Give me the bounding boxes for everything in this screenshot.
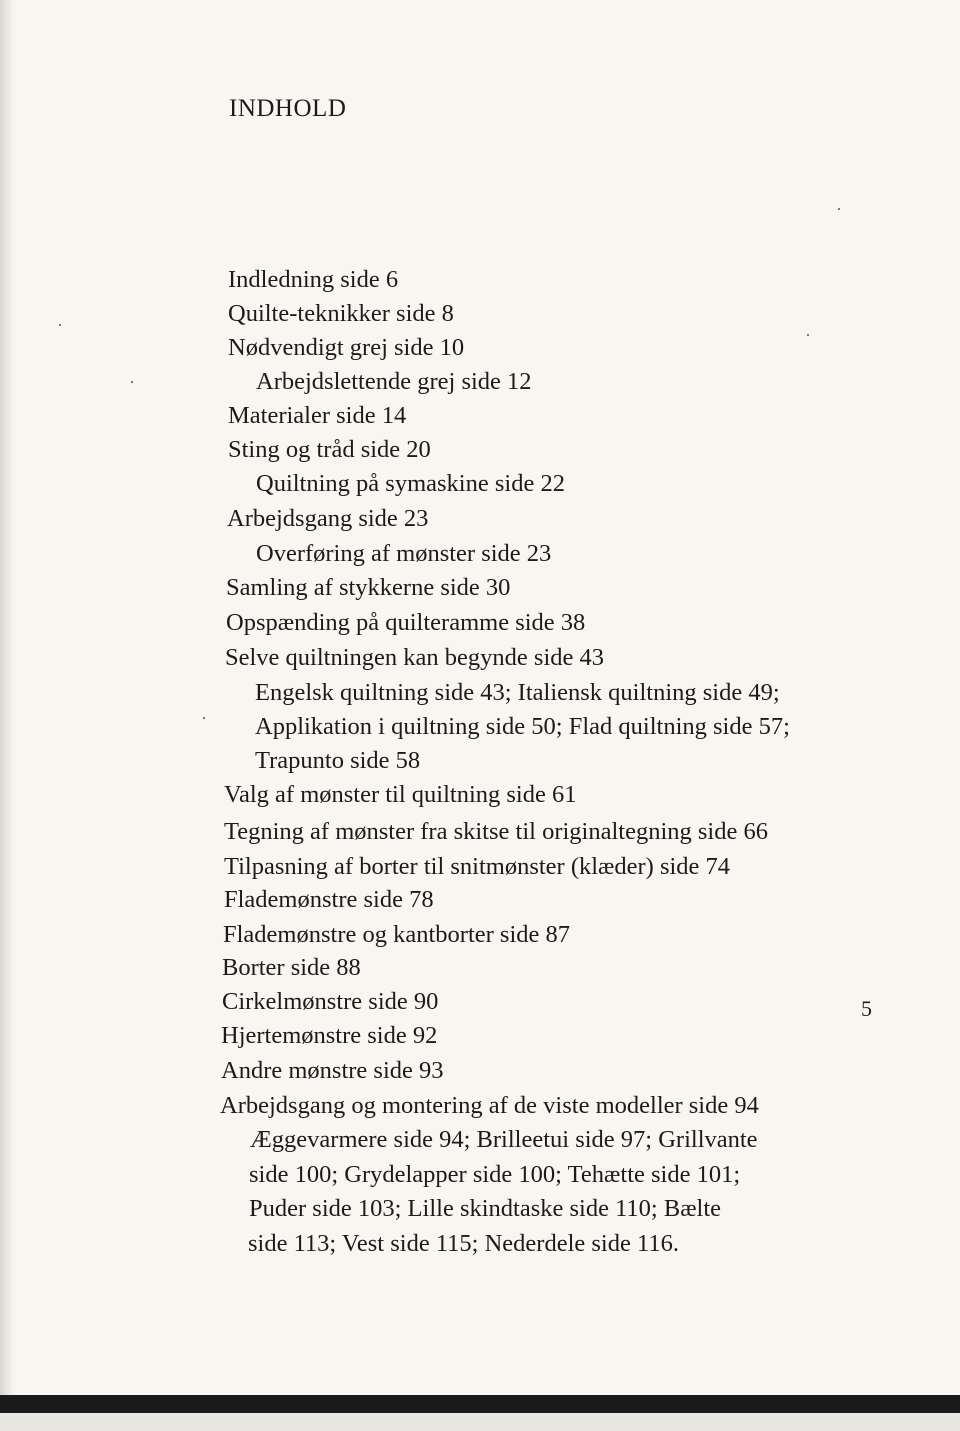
toc-entry: Quiltning på symaskine side 22 bbox=[256, 470, 565, 497]
print-speck bbox=[59, 324, 61, 326]
toc-entry: Cirkelmønstre side 90 bbox=[222, 988, 439, 1015]
toc-entry: Samling af stykkerne side 30 bbox=[226, 574, 511, 601]
toc-entry: Opspænding på quilteramme side 38 bbox=[226, 609, 586, 636]
toc-entry: Engelsk quiltning side 43; Italiensk quiltning side 49; bbox=[255, 679, 780, 706]
print-speck bbox=[838, 208, 840, 210]
toc-entry: Trapunto side 58 bbox=[255, 747, 421, 774]
toc-entry: Overføring af mønster side 23 bbox=[256, 540, 552, 567]
toc-entry: side 113; Vest side 115; Nederdele side 116. bbox=[248, 1230, 679, 1257]
toc-entry: Borter side 88 bbox=[222, 954, 361, 981]
toc-entry: Flademønstre side 78 bbox=[224, 886, 434, 913]
toc-entry: Quilte-teknikker side 8 bbox=[228, 300, 454, 327]
toc-entry: Sting og tråd side 20 bbox=[228, 436, 431, 463]
scan-background bbox=[0, 1413, 960, 1431]
toc-entry: side 100; Grydelapper side 100; Tehætte side 101; bbox=[249, 1161, 741, 1188]
toc-entry: Andre mønstre side 93 bbox=[221, 1057, 444, 1084]
print-speck bbox=[131, 381, 133, 383]
toc-entry: Nødvendigt grej side 10 bbox=[228, 334, 465, 361]
toc-entry: Æggevarmere side 94; Brilleetui side 97; Grillvante bbox=[250, 1126, 758, 1153]
toc-entry: Hjertemønstre side 92 bbox=[221, 1022, 438, 1049]
toc-entry: Applikation i quiltning side 50; Flad quiltning side 57; bbox=[255, 713, 790, 740]
toc-entry: Tegning af mønster fra skitse til originaltegning side 66 bbox=[224, 818, 768, 845]
page-number: 5 bbox=[861, 996, 872, 1021]
toc-entry: Materialer side 14 bbox=[228, 402, 407, 429]
toc-entry: Arbejdslettende grej side 12 bbox=[256, 368, 532, 395]
toc-entry: Puder side 103; Lille skindtaske side 110; Bælte bbox=[249, 1195, 722, 1222]
toc-entry: Indledning side 6 bbox=[228, 266, 399, 293]
page-title: INDHOLD bbox=[229, 95, 347, 122]
print-speck bbox=[203, 717, 205, 719]
toc-entry: Flademønstre og kantborter side 87 bbox=[223, 921, 571, 948]
toc-entry: Selve quiltningen kan begynde side 43 bbox=[225, 644, 604, 671]
print-speck bbox=[807, 334, 809, 336]
toc-entry: Tilpasning af borter til snitmønster (klæder) side 74 bbox=[224, 853, 731, 880]
toc-entry: Arbejdsgang og montering af de viste modeller side 94 bbox=[220, 1092, 759, 1119]
toc-entry: Valg af mønster til quiltning side 61 bbox=[224, 781, 577, 808]
binding-shadow bbox=[0, 0, 14, 1395]
scan-border bbox=[0, 1395, 960, 1413]
toc-entry: Arbejdsgang side 23 bbox=[227, 505, 429, 532]
